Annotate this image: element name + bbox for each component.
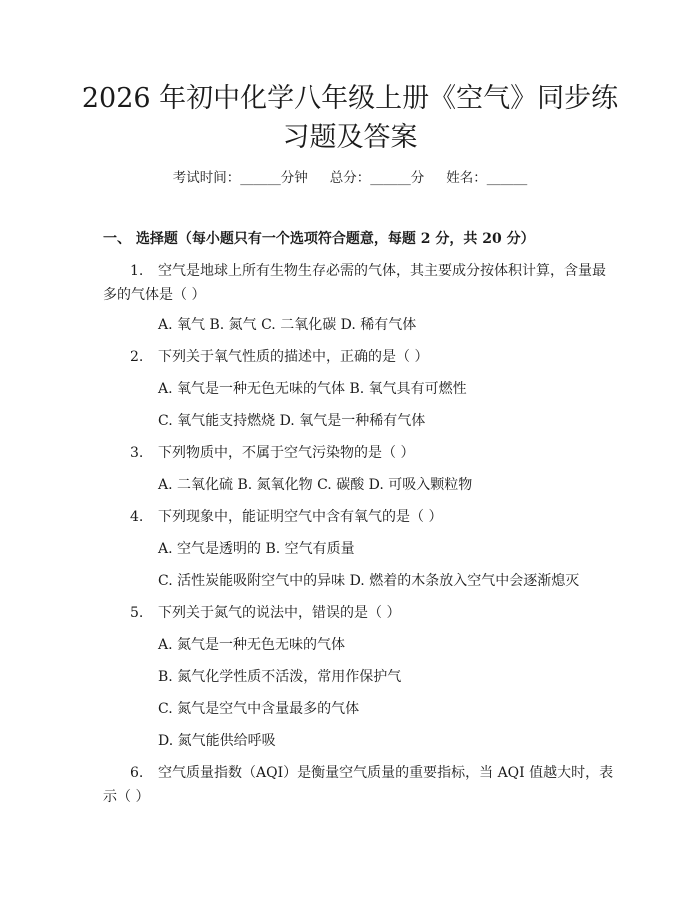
total-score: 总分：______分 [329,170,425,186]
question-1-continued: 多的气体是（ ） [103,287,206,303]
question-1-options: A. 氧气 B. 氮气 C. 二氧化碳 D. 稀有气体 [158,317,417,333]
page-title-continued: 习题及答案 [282,122,418,153]
section-heading: 一、 选择题（每小题只有一个选项符合题意，每题 2 分，共 20 分） [103,231,535,247]
question-2-options-ab: A. 氧气是一种无色无味的气体 B. 氧气具有可燃性 [158,381,467,397]
question-1: 1. 空气是地球上所有生物生存必需的气体，其主要成分按体积计算，含量最 [130,263,606,279]
question-5-option-a: A. 氮气是一种无色无味的气体 [158,637,346,653]
question-2: 2. 下列关于氧气性质的描述中，正确的是（ ） [130,349,429,365]
question-5: 5. 下列关于氮气的说法中，错误的是（ ） [130,605,401,621]
question-6: 6. 空气质量指数（AQI）是衡量空气质量的重要指标，当 AQI 值越大时，表 [130,765,614,781]
question-6-continued: 示（ ） [103,789,150,805]
exam-info [0,168,700,188]
question-3-options: A. 二氧化硫 B. 氮氧化物 C. 碳酸 D. 可吸入颗粒物 [158,477,473,493]
page-title: 2026 年初中化学八年级上册《空气》同步练 [81,83,619,114]
question-4-options-ab: A. 空气是透明的 B. 空气有质量 [158,541,355,557]
question-3: 3. 下列物质中，不属于空气污染物的是（ ） [130,445,415,461]
question-5-option-d: D. 氮气能供给呼吸 [158,733,276,749]
question-2-options-cd: C. 氧气能支持燃烧 D. 氧气是一种稀有气体 [158,413,426,429]
exam-time: 考试时间：______分钟 [172,170,308,186]
question-4-options-cd: C. 活性炭能吸附空气中的异味 D. 燃着的木条放入空气中会逐渐熄灭 [158,573,580,589]
question-4: 4. 下列现象中，能证明空气中含有氧气的是（ ） [130,509,443,525]
question-5-option-c: C. 氮气是空气中含量最多的气体 [158,701,360,717]
student-name: 姓名：______ [446,170,528,186]
question-5-option-b: B. 氮气化学性质不活泼，常用作保护气 [158,669,402,685]
